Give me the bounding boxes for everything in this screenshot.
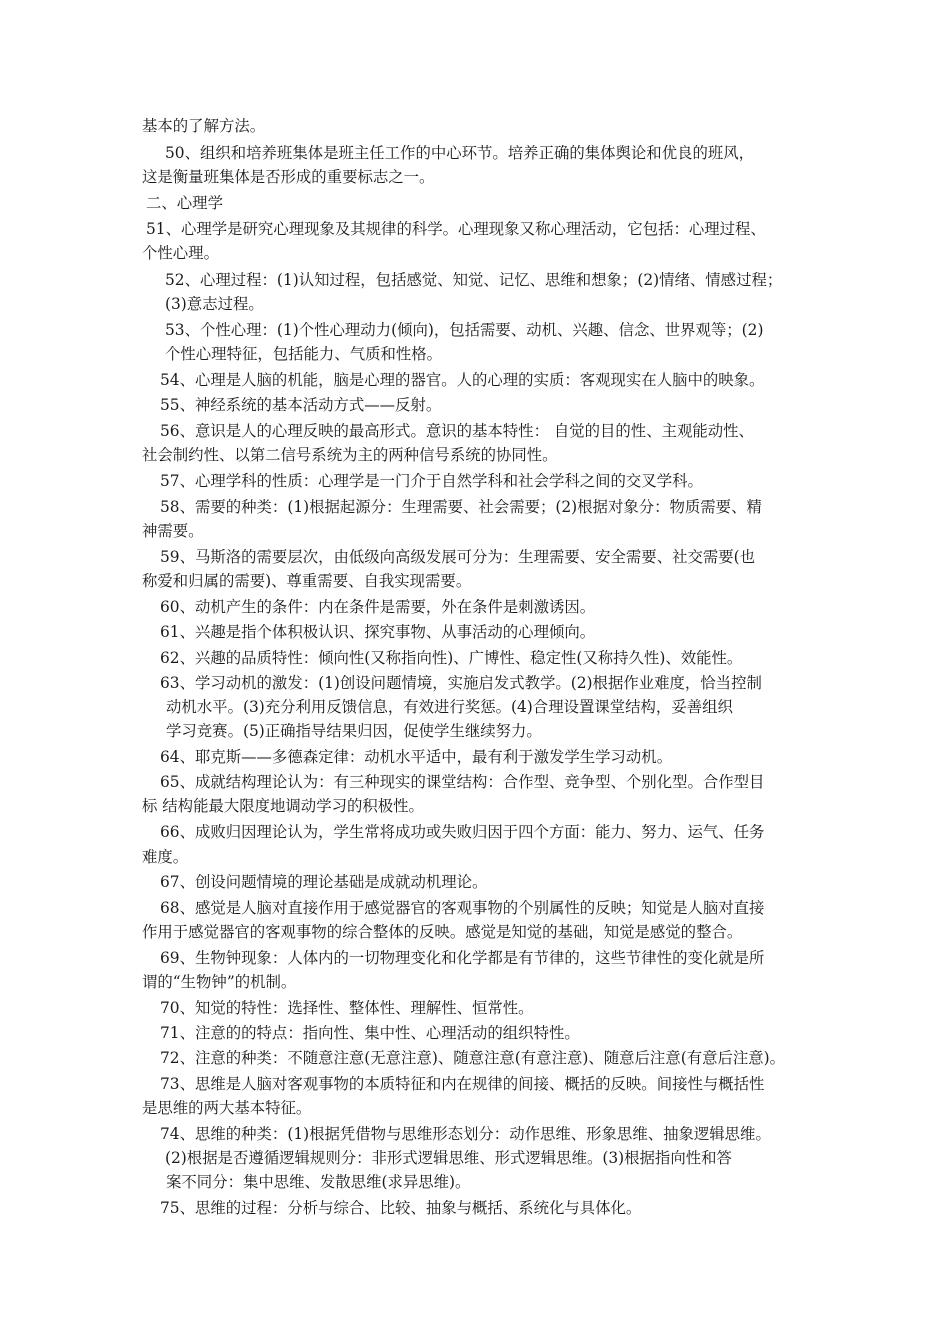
text-line: 55、神经系统的基本活动方式——反射。	[160, 396, 442, 414]
text-line: 50、组织和培养班集体是班主任工作的中心环节。培养正确的集体舆论和优良的班风，	[165, 144, 755, 162]
text-line: 谓的“生物钟”的机制。	[142, 973, 297, 991]
text-line: 72、注意的种类：不随意注意(无意注意)、随意注意(有意注意)、随意后注意(有意后注意)。	[160, 1049, 786, 1067]
text-line: 66、成败归因理论认为，学生常将成功或失败归因于四个方面：能力、努力、运气、任务	[160, 823, 765, 841]
text-line: 基本的了解方法。	[142, 117, 266, 135]
text-line: (2)根据是否遵循逻辑规则分：非形式逻辑思维、形式逻辑思维。(3)根据指向性和答	[165, 1149, 732, 1167]
text-line: 神需要。	[142, 522, 204, 540]
text-line: 51、心理学是研究心理现象及其规律的科学。心理现象又称心理活动，它包括：心理过程、	[146, 220, 766, 238]
text-line: 73、思维是人脑对客观事物的本质特征和内在规律的间接、概括的反映。间接性与概括性	[160, 1075, 765, 1093]
text-line: 64、耶克斯——多德森定律：动机水平适中，最有利于激发学生学习动机。	[160, 748, 673, 766]
text-line: 74、思维的种类：(1)根据凭借物与思维形态划分：动作思维、形象思维、抽象逻辑思维。	[160, 1125, 771, 1143]
section-heading: 二、心理学	[146, 194, 223, 212]
text-line: 个性心理。	[142, 244, 219, 262]
text-line: 61、兴趣是指个体积极认识、探究事物、从事活动的心理倾向。	[160, 623, 596, 641]
text-line: 54、心理是人脑的机能，脑是心理的器官。人的心理的实质：客观现实在人脑中的映象。	[160, 371, 765, 389]
text-line: 53、个性心理：(1)个性心理动力(倾向)，包括需要、动机、兴趣、信念、世界观等；(2)	[165, 321, 764, 339]
text-line: 56、意识是人的心理反映的最高形式。意识的基本特性： 自觉的目的性、主观能动性、	[160, 422, 754, 440]
text-line: 67、创设问题情境的理论基础是成就动机理论。	[160, 873, 488, 891]
text-line: 75、思维的过程：分析与综合、比较、抽象与概括、系统化与具体化。	[160, 1199, 642, 1217]
text-line: 标 结构能最大限度地调动学习的积极性。	[142, 797, 424, 815]
text-line: 动机水平。(3)充分利用反馈信息，有效进行奖惩。(4)合理设置课堂结构，妥善组织	[166, 698, 733, 716]
text-line: 是思维的两大基本特征。	[142, 1099, 312, 1117]
text-line: 58、需要的种类：(1)根据起源分：生理需要、社会需要；(2)根据对象分：物质需要、精	[160, 498, 762, 516]
text-line: 这是衡量班集体是否形成的重要标志之一。	[142, 168, 435, 186]
text-line: 63、学习动机的激发：(1)创设问题情境，实施启发式教学。(2)根据作业难度，恰当控制	[160, 674, 762, 692]
text-line: 52、心理过程：(1)认知过程，包括感觉、知觉、记忆、思维和想象；(2)情绪、情感过程；	[165, 271, 783, 289]
text-line: 社会制约性、以第二信号系统为主的两种信号系统的协同性。	[142, 446, 558, 464]
text-line: 59、马斯洛的需要层次，由低级向高级发展可分为：生理需要、安全需要、社交需要(也	[160, 548, 756, 566]
text-line: 69、生物钟现象：人体内的一切物理变化和化学都是有节律的，这些节律性的变化就是所	[160, 949, 765, 967]
text-line: 71、注意的的特点：指向性、集中性、心理活动的组织特性。	[160, 1024, 580, 1042]
text-line: 作用于感觉器官的客观事物的综合整体的反映。感觉是知觉的基础，知觉是感觉的整合。	[142, 923, 743, 941]
text-line: 60、动机产生的条件：内在条件是需要，外在条件是刺激诱因。	[160, 598, 596, 616]
text-line: 68、感觉是人脑对直接作用于感觉器官的客观事物的个别属性的反映；知觉是人脑对直接	[160, 899, 765, 917]
text-line: (3)意志过程。	[165, 295, 264, 313]
text-line: 学习竞赛。(5)正确指导结果归因，促使学生继续努力。	[166, 722, 542, 740]
text-line: 65、成就结构理论认为：有三种现实的课堂结构：合作型、竞争型、个别化型。合作型目	[160, 773, 765, 791]
text-line: 62、兴趣的品质特性：倾向性(又称指向性)、广博性、稳定性(又称持久性)、效能性。	[160, 649, 743, 667]
text-line: 57、心理学科的性质：心理学是一门介于自然学科和社会学科之间的交叉学科。	[160, 472, 703, 490]
text-line: 案不同分：集中思维、发散思维(求异思维)。	[166, 1173, 471, 1191]
text-line: 难度。	[142, 848, 189, 866]
text-line: 称爱和归属的需要)、尊重需要、自我实现需要。	[142, 572, 472, 590]
text-line: 70、知觉的特性：选择性、整体性、理解性、恒常性。	[160, 999, 534, 1017]
text-line: 个性心理特征，包括能力、气质和性格。	[165, 345, 443, 363]
